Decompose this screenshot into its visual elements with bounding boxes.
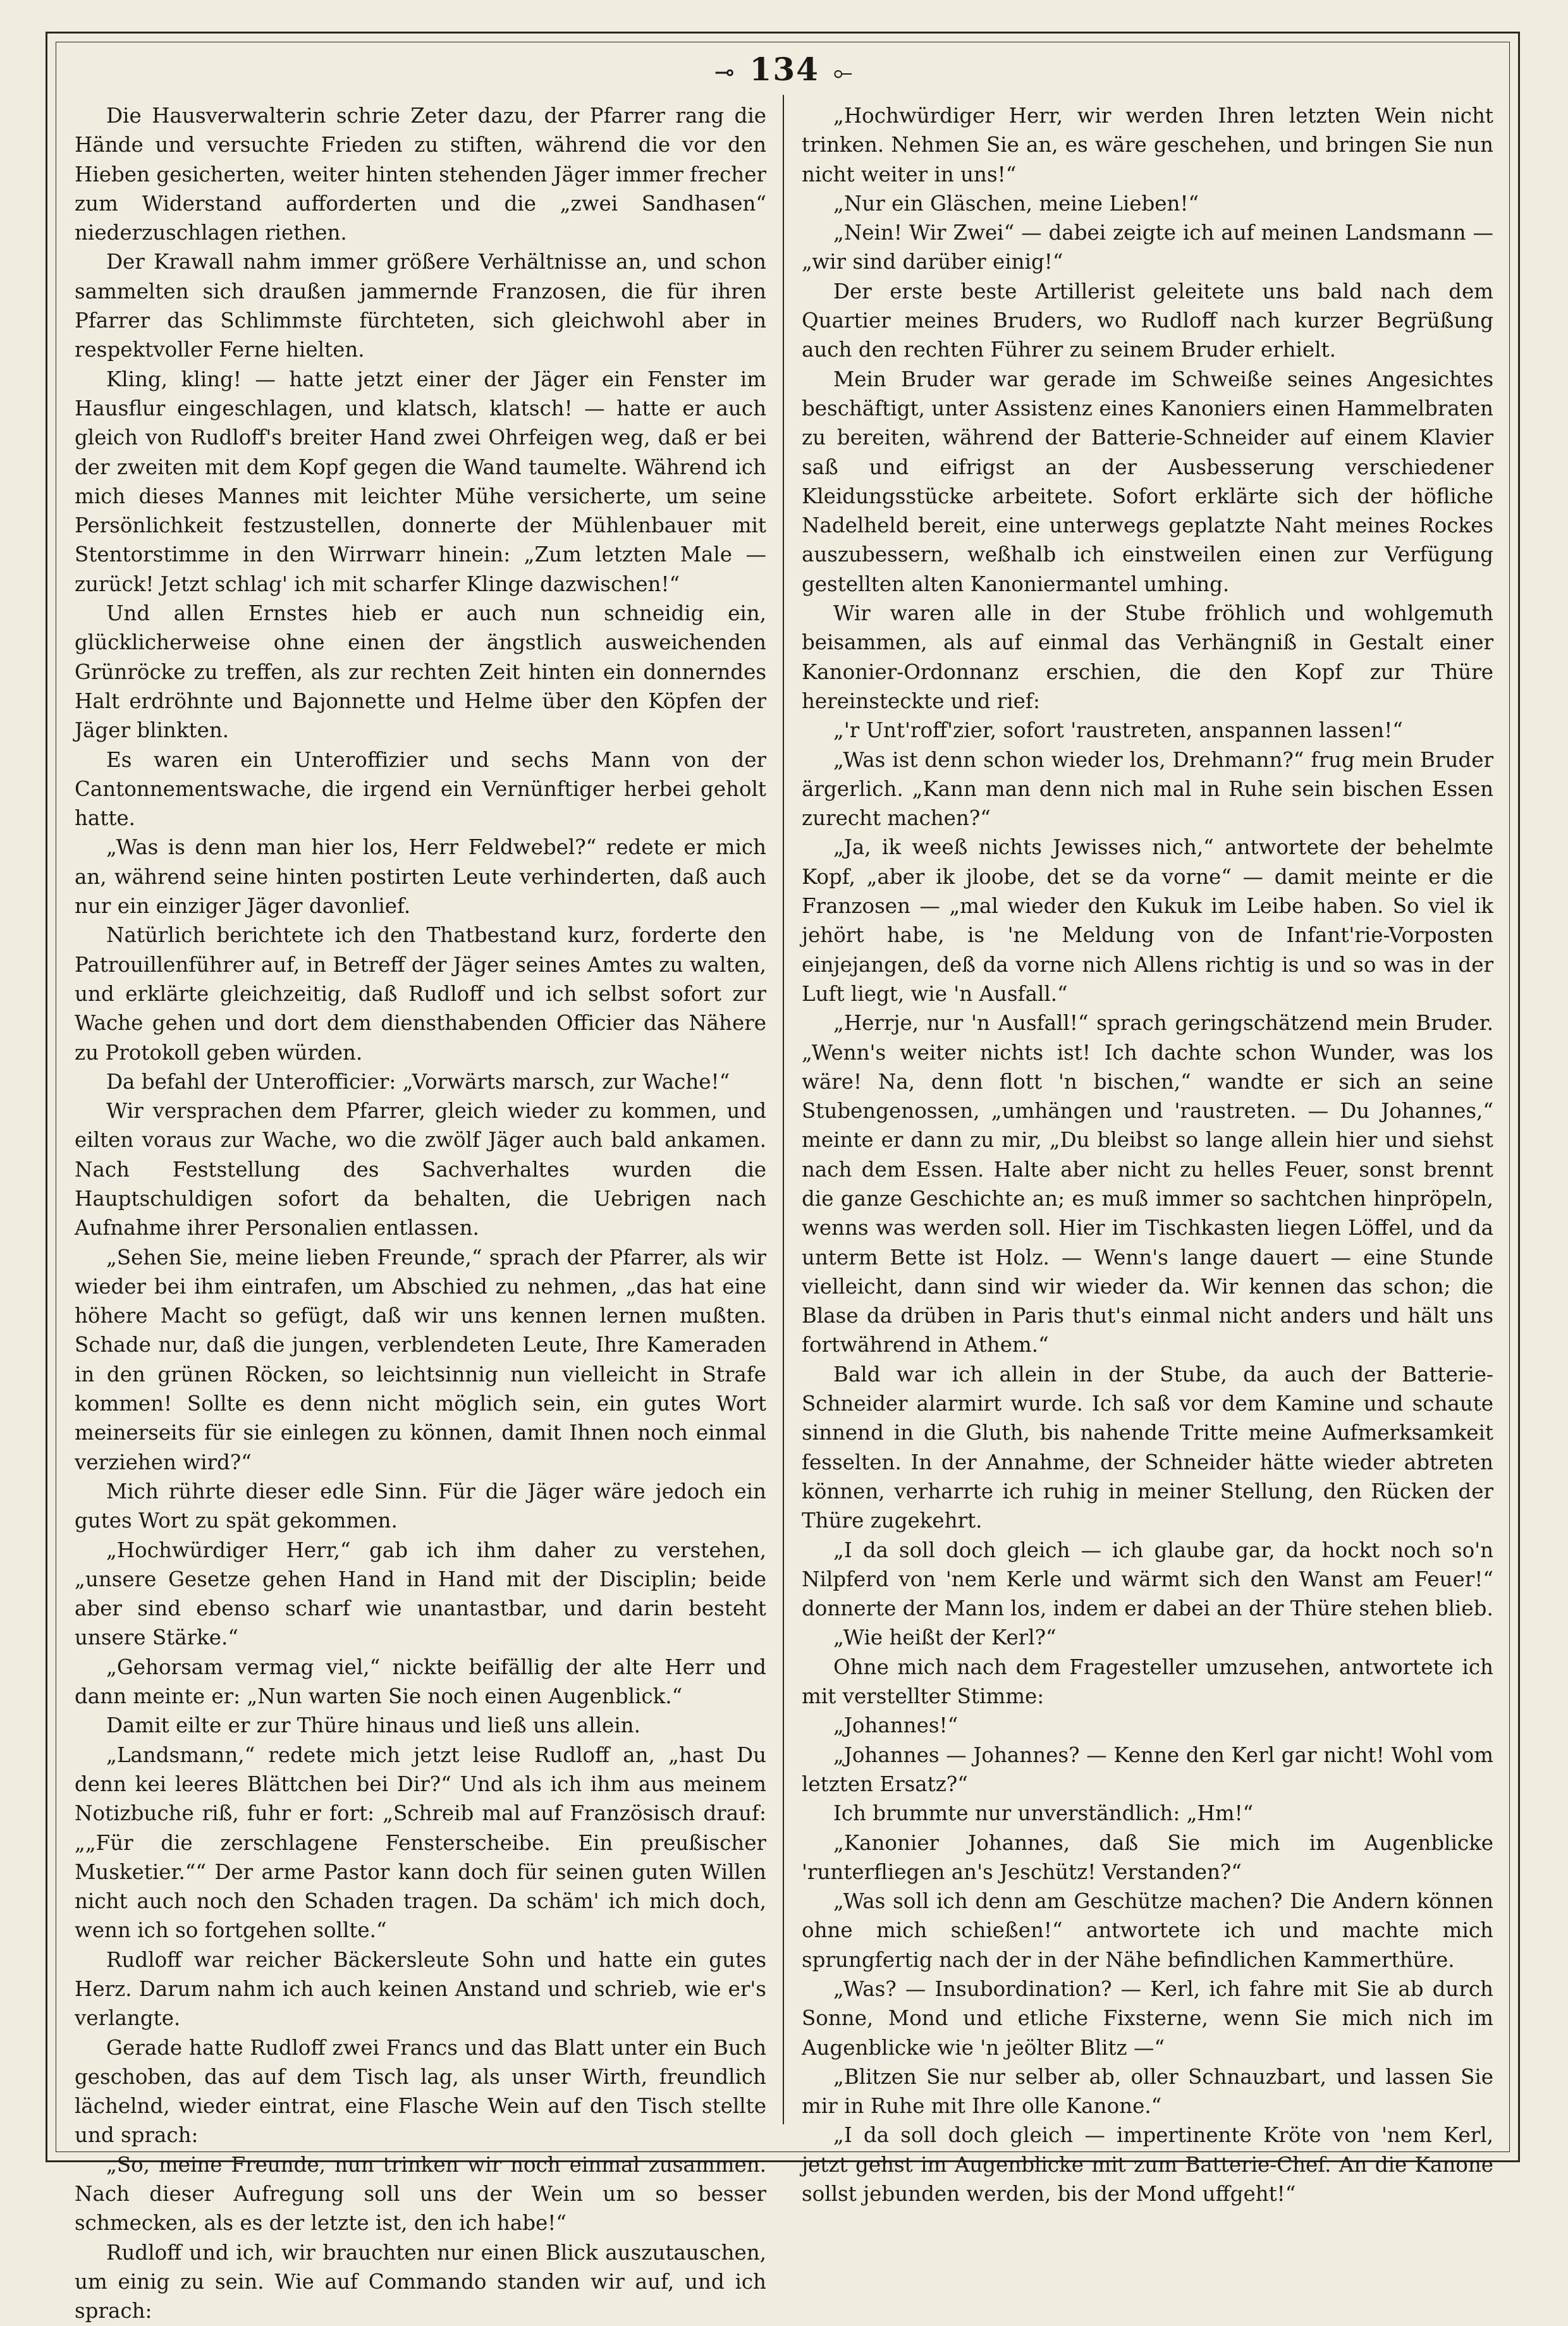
paragraph: „I da soll doch gleich — ich glaube gar, da hockt noch so'n Nilpferd von 'nem Kerle und wärmt sich den Wanst am Feuer!“ donnerte der Mann los, indem er dabei an der Thüre stehen blieb.: [802, 1538, 1493, 1621]
paragraph: Der Krawall nahm immer größere Verhältnisse an, und schon sammelten sich draußen jammernde Franzosen, die für ihren Pfarrer das Schlimmste fürchteten, sich gleichwohl aber in respektvoller Ferne hielten.: [75, 250, 766, 362]
paragraph: Ich brummte nur unverständlich: „Hm!“: [833, 1801, 1254, 1826]
paragraph: „Hochwürdiger Herr, wir werden Ihren letzten Wein nicht trinken. Nehmen Sie an, es wäre geschehen, und bringen Sie nun nicht weiter in uns!“: [802, 104, 1493, 187]
ornament-right-icon: ⟜: [833, 58, 854, 86]
right-column: [802, 101, 1493, 2207]
paragraph: Rudloff war reicher Bäckersleute Sohn und hatte ein gutes Herz. Darum nahm ich auch keinen Anstand und schrieb, wie er's verlangte.: [75, 1947, 766, 2031]
paragraph: „Kanonier Johannes, daß Sie mich im Augenblicke 'runterfliegen an's Jeschütz! Verstanden?“: [802, 1830, 1493, 1884]
paragraph: „Nur ein Gläschen, meine Lieben!“: [833, 191, 1199, 216]
paragraph: „Herrje, nur 'n Ausfall!“ sprach geringschätzend mein Bruder. „Wenn's weiter nichts ist! Ich dachte schon Wunder, was los wäre! Na, denn flott 'n bischen,“ wandte er sich an seine Stubengenossen, „umhängen und 'raustreten. — Du Johannes,“ meinte er dann zu mir, „Du bleibst so lange allein hier und siehst nach dem Essen. Halte aber nicht zu helles Feuer, sonst brennt die ganze Geschichte an; es muß immer so sachtchen hinpröpeln, wenns was werden soll. Hier im Tischkasten liegen Löffel, und da unterm Bette ist Holz. — Wenn's lange dauert — eine Stunde vielleicht, dann sind wir wieder da. Wir kennen das schon; die Blase da drüben in Paris thut's einmal nicht anders und hält uns fortwährend in Athem.“: [802, 1011, 1493, 1357]
paragraph: „Was soll ich denn am Geschütze machen? Die Andern können ohne mich schießen!“ antwortete ich und machte mich sprungfertig nach der in der Nähe befindlichen Kammerthüre.: [802, 1889, 1493, 1972]
paragraph: „Gehorsam vermag viel,“ nickte beifällig der alte Herr und dann meinte er: „Nun warten Sie noch einen Augenblick.“: [75, 1655, 766, 1709]
paragraph: Gerade hatte Rudloff zwei Francs und das Blatt unter ein Buch geschoben, das auf dem Tisch lag, als unser Wirth, freundlich lächelnd, wieder eintrat, eine Flasche Wein auf den Tisch stellte und sprach:: [75, 2035, 766, 2148]
paragraph: „Was is denn man hier los, Herr Feldwebel?“ redete er mich an, während seine hinten postirten Leute verhinderten, daß auch nur ein einziger Jäger davonlief.: [75, 835, 766, 919]
paragraph: Natürlich berichtete ich den Thatbestand kurz, forderte den Patrouillenführer auf, in Betreff der Jäger seines Amtes zu walten, und erklärte gleichzeitig, daß Rudloff und ich selbst sofort zur Wache gehen und dort dem diensthabenden Officier das Nähere zu Protokoll geben würden.: [75, 923, 766, 1065]
paragraph: „Ja, ik weeß nichts Jewisses nich,“ antwortete der behelmte Kopf, „aber ik jloobe, det se da vorne“ — damit meinte er die Franzosen — „mal wieder den Kukuk im Leibe haben. So viel ik jehört habe, is 'ne Meldung von de Infant'rie-Vorposten einjejangen, deß da vorne nich Allens richtig is und so was in der Luft liegt, wie 'n Ausfall.“: [802, 835, 1493, 1006]
paragraph: Ohne mich nach dem Fragesteller umzusehen, antwortete ich mit verstellter Stimme:: [802, 1655, 1493, 1709]
paragraph: Wir versprachen dem Pfarrer, gleich wieder zu kommen, und eilten voraus zur Wache, wo die zwölf Jäger auch bald ankamen. Nach Feststellung des Sachverhaltes wurden die Hauptschuldigen sofort da behalten, die Uebrigen nach Aufnahme ihrer Personalien entlassen.: [75, 1099, 766, 1240]
paragraph: Und allen Ernstes hieb er auch nun schneidig ein, glücklicherweise ohne einen der ängstlich ausweichenden Grünröcke zu treffen, als zur rechten Zeit hinten ein donnerndes Halt erdröhnte und Bajonnette und Helme über den Köpfen der Jäger blinkten.: [75, 601, 766, 743]
paragraph: Rudloff und ich, wir brauchten nur einen Blick auszutauschen, um einig zu sein. Wie auf Commando standen wir auf, und ich sprach:: [75, 2240, 766, 2323]
page-number-header: [0, 44, 1568, 97]
paragraph: Damit eilte er zur Thüre hinaus und ließ uns allein.: [106, 1713, 640, 1738]
left-column: [75, 101, 766, 2323]
paragraph: „'r Unt'roff'zier, sofort 'raustreten, anspannen lassen!“: [833, 718, 1403, 743]
paragraph: „Landsmann,“ redete mich jetzt leise Rudloff an, „hast Du denn kei leeres Blättchen bei Dir?“ Und als ich ihm aus meinem Notizbuche riß, fuhr er fort: „Schreib mal auf Französisch drauf: „„Für die zerschlagene Fensterscheibe. Ein preußischer Musketier.““ Der arme Pastor kann doch für seinen guten Willen nicht auch noch den Schaden tragen. Da schäm' ich mich doch, wenn ich so fortgehen sollte.“: [75, 1742, 766, 1943]
paragraph: Wir waren alle in der Stube fröhlich und wohlgemuth beisammen, als auf einmal das Verhängniß in Gestalt einer Kanonier-Ordonnanz erschien, die den Kopf zur Thüre hereinsteckte und rief:: [802, 601, 1493, 713]
paragraph: Kling, kling! — hatte jetzt einer der Jäger ein Fenster im Hausflur eingeschlagen, und klatsch, klatsch! — hatte er auch gleich von Rudloff's breiter Hand zwei Ohrfeigen weg, daß er bei der zweiten mit dem Kopf gegen die Wand taumelte. Während ich mich dieses Mannes mit leichter Mühe versicherte, um seine Persönlichkeit festzustellen, donnerte der Mühlenbauer mit Stentorstimme in den Wirrwarr hinein: „Zum letzten Male — zurück! Jetzt schlag' ich mit scharfer Klinge dazwischen!“: [75, 367, 766, 596]
paragraph: „Sehen Sie, meine lieben Freunde,“ sprach der Pfarrer, als wir wieder bei ihm eintrafen, um Abschied zu nehmen, „das hat eine höhere Macht so gefügt, daß wir uns kennen lernen mußten. Schade nur, daß die jungen, verblendeten Leute, Ihre Kameraden in den grünen Röcken, so leichtsinnig nun vielleicht in Strafe kommen! Sollte es denn nicht möglich sein, ein gutes Wort meinerseits für sie einlegen zu können, damit Ihnen noch einmal verziehen wird?“: [75, 1245, 766, 1474]
paragraph: Die Hausverwalterin schrie Zeter dazu, der Pfarrer rang die Hände und versuchte Frieden zu stiften, während die vor den Hieben gesicherten, weiter hinten stehenden Jäger immer frecher zum Widerstand aufforderten und die „zwei Sandhasen“ niederzuschlagen riethen.: [75, 104, 766, 245]
paragraph: „Johannes — Johannes? — Kenne den Kerl gar nicht! Wohl vom letzten Ersatz?“: [802, 1742, 1493, 1796]
paragraph: Bald war ich allein in der Stube, da auch der Batterie-Schneider alarmirt wurde. Ich saß vor dem Kamine und schaute sinnend in die Gluth, bis nahende Tritte meine Aufmerksamkeit fesselten. In der Annahme, der Schneider hätte wieder abtreten können, verharrte ich ruhig in meiner Stellung, den Rücken der Thüre zugekehrt.: [802, 1362, 1493, 1533]
page-number: 134: [749, 51, 819, 88]
paragraph: „Johannes!“: [833, 1713, 959, 1738]
paragraph: Es waren ein Unteroffizier und sechs Mann von der Cantonnementswache, die irgend ein Vernünftiger herbei geholt hatte.: [75, 747, 766, 831]
paragraph: Der erste beste Artillerist geleitete uns bald nach dem Quartier meines Bruders, wo Rudloff nach kurzer Begrüßung auch den rechten Führer zu seinem Bruder erhielt.: [802, 279, 1493, 362]
paragraph: Mich rührte dieser edle Sinn. Für die Jäger wäre jedoch ein gutes Wort zu spät gekommen.: [75, 1479, 766, 1533]
paragraph: „Nein! Wir Zwei“ — dabei zeigte ich auf meinen Landsmann — „wir sind darüber einig!“: [802, 221, 1493, 274]
paragraph: „Was ist denn schon wieder los, Drehmann?“ frug mein Bruder ärgerlich. „Kann man denn nich mal in Ruhe sein bischen Essen zurecht machen?“: [802, 747, 1493, 831]
paragraph: Mein Bruder war gerade im Schweiße seines Angesichtes beschäftigt, unter Assistenz eines Kanoniers einen Hammelbraten zu bereiten, während der Batterie-Schneider auf einem Klavier saß und eifrigst an der Ausbesserung verschiedener Kleidungsstücke arbeitete. Sofort erklärte sich der höfliche Nadelheld bereit, eine unterwegs geplatzte Naht meines Rockes auszubessern, weßhalb ich einstweilen einen zur Verfügung gestellten alten Kanoniermantel umhing.: [802, 367, 1493, 596]
paragraph: „Wie heißt der Kerl?“: [833, 1625, 1057, 1650]
ornament-left-icon: ⊸: [714, 58, 736, 86]
paragraph: „Blitzen Sie nur selber ab, oller Schnauzbart, und lassen Sie mir in Ruhe mit Ihre olle Kanone.“: [802, 2064, 1493, 2119]
column-divider: [783, 95, 784, 2124]
paragraph: „I da soll doch gleich — impertinente Kröte von 'nem Kerl, jetzt gehst im Augenblicke mit zum Batterie-Chef. An die Kanone sollst jebunden werden, bis der Mond uffgeht!“: [802, 2123, 1493, 2207]
paragraph: „So, meine Freunde, nun trinken wir noch einmal zusammen. Nach dieser Aufregung soll uns der Wein um so besser schmecken, als es der letzte ist, den ich habe!“: [75, 2152, 766, 2236]
paragraph: Da befahl der Unterofficier: „Vorwärts marsch, zur Wache!“: [106, 1069, 730, 1094]
paragraph: „Hochwürdiger Herr,“ gab ich ihm daher zu verstehen, „unsere Gesetze gehen Hand in Hand mit der Disciplin; beide aber sind ebenso scharf wie unantastbar, und darin besteht unsere Stärke.“: [75, 1538, 766, 1650]
paragraph: „Was? — Insubordination? — Kerl, ich fahre mit Sie ab durch Sonne, Mond und etliche Fixsterne, wenn Sie mich nich im Augenblicke wie 'n jeölter Blitz —“: [802, 1977, 1493, 2060]
